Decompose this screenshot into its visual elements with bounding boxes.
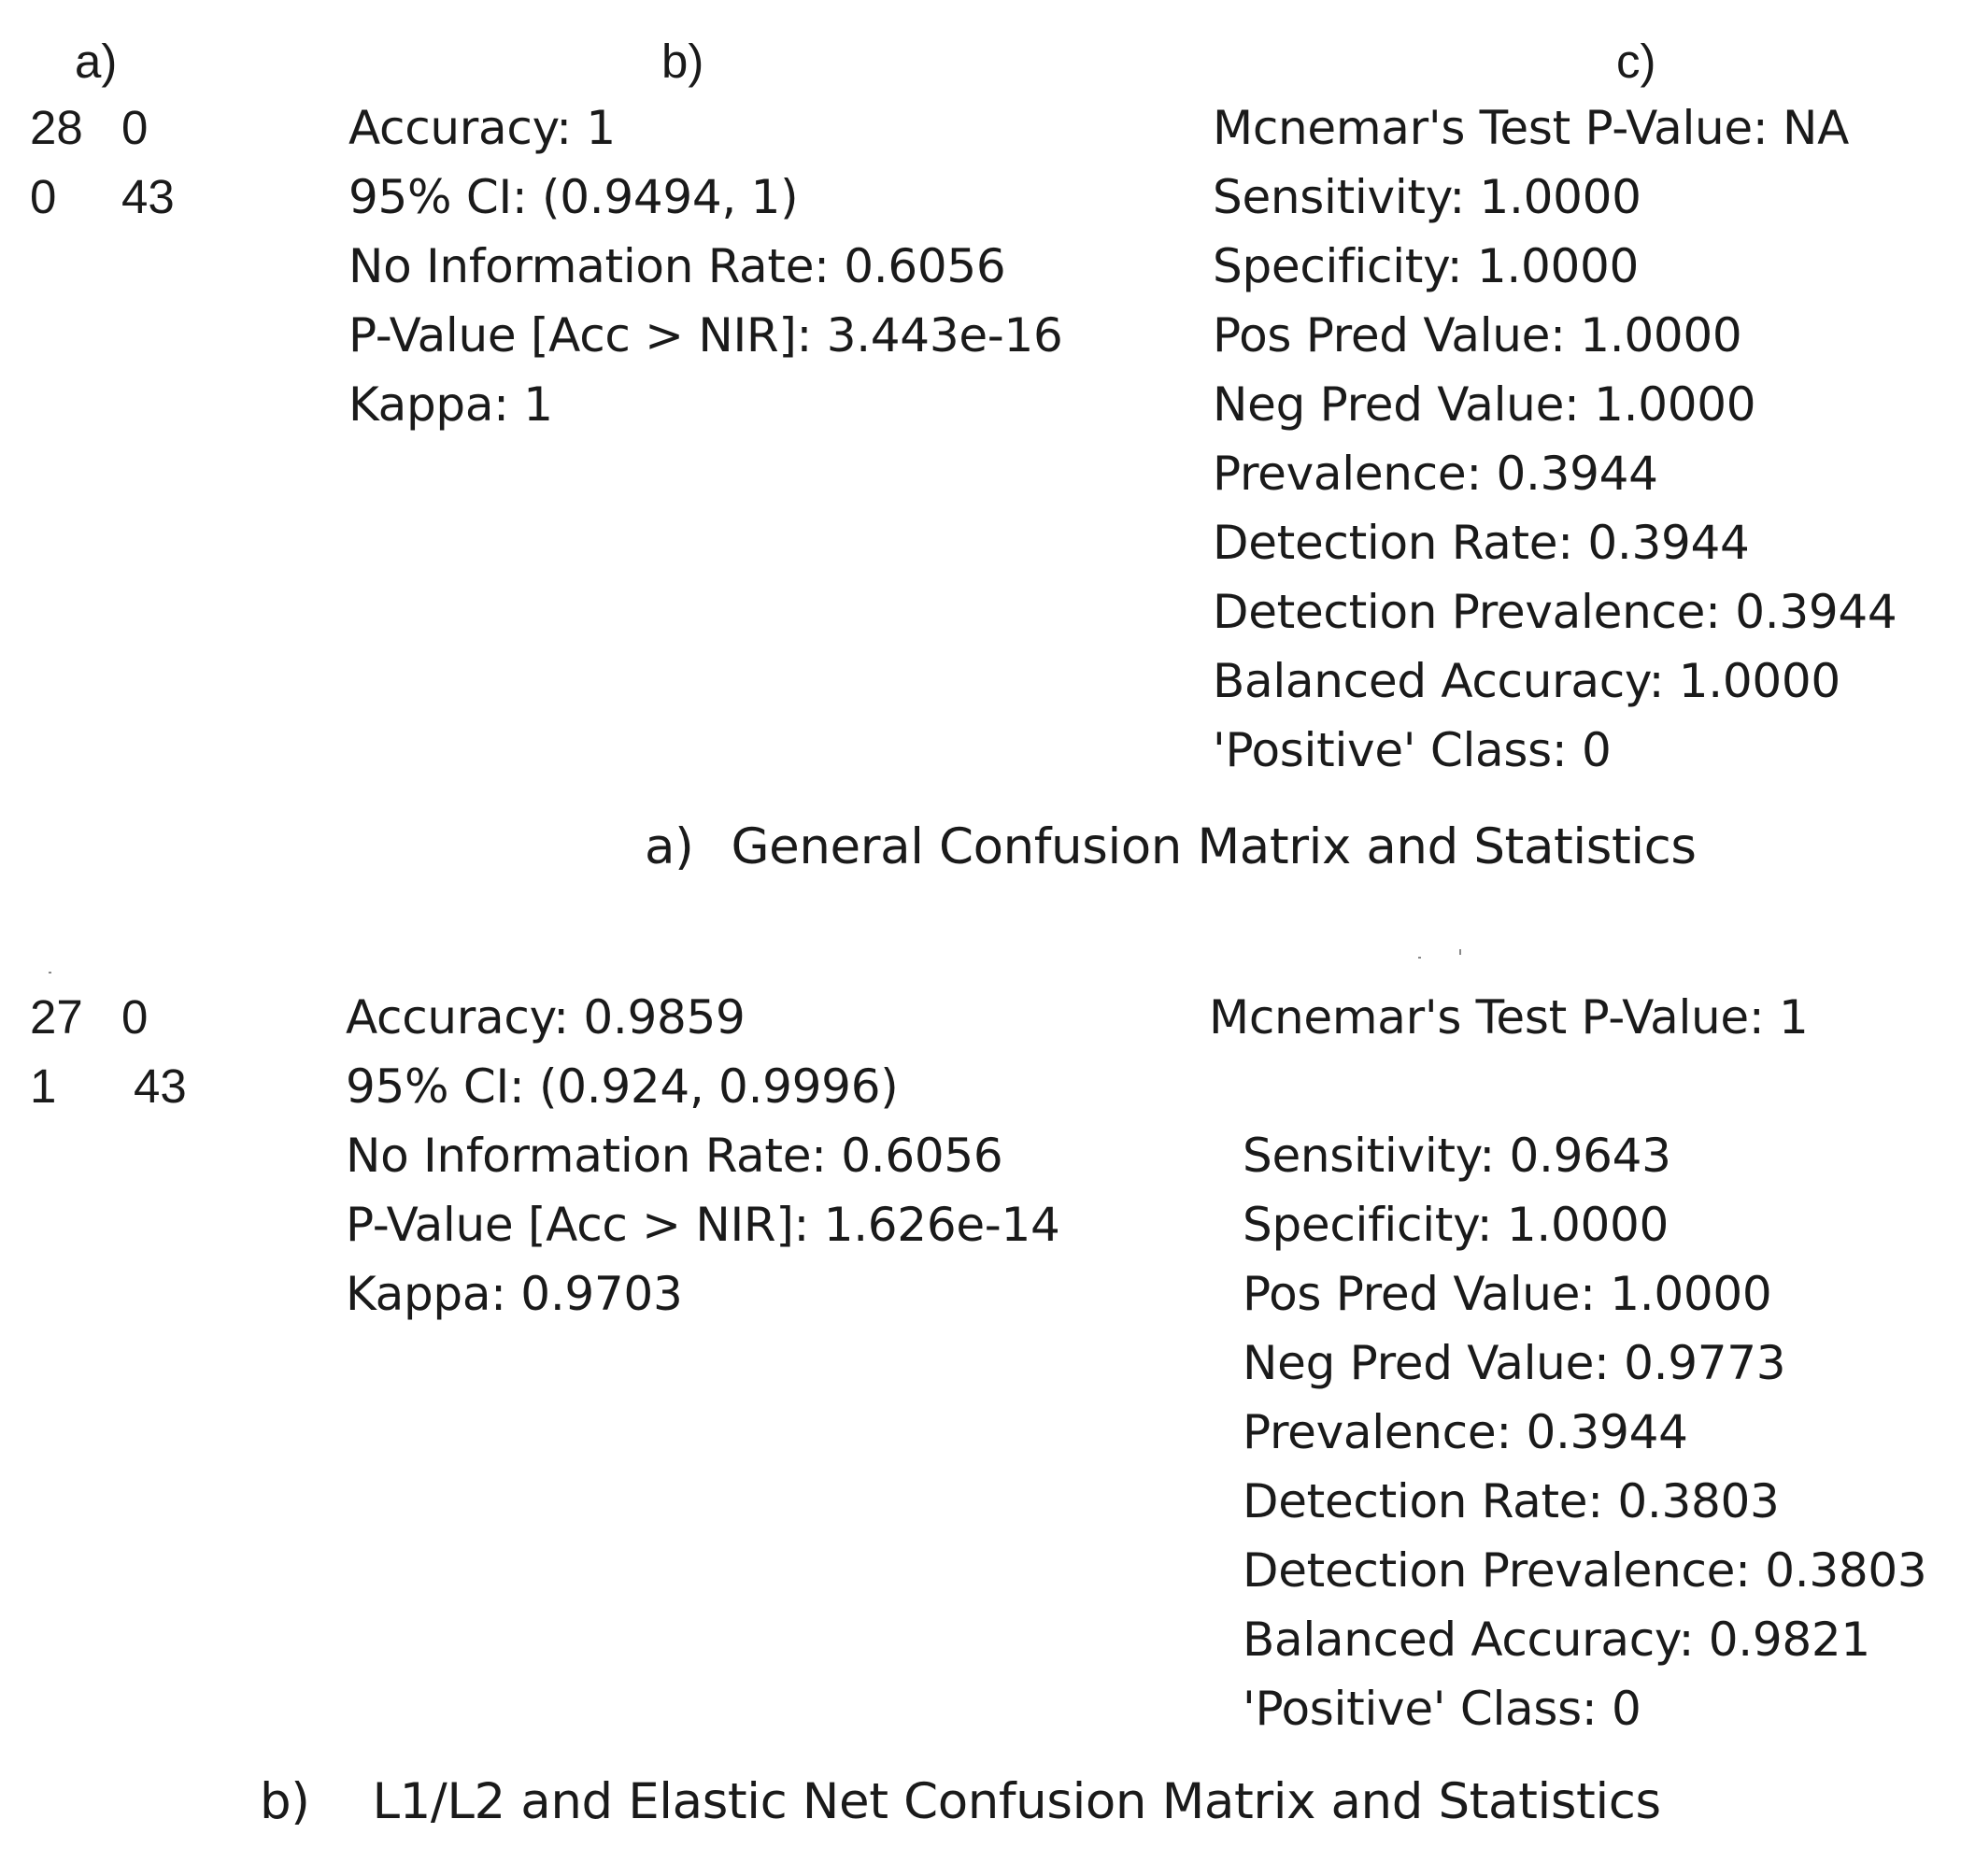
- stat-line: Accuracy: 1: [348, 101, 616, 155]
- stat-line: Pos Pred Value: 1.0000: [1213, 308, 1742, 362]
- elastic-class-stats: [1243, 1121, 1926, 1743]
- matrix-cell: 43: [134, 1059, 187, 1113]
- stat-line: Prevalence: 0.3944: [1243, 1405, 1688, 1459]
- stat-line: Sensitivity: 1.0000: [1213, 170, 1641, 224]
- elastic-mcnemar: [1209, 983, 1809, 1052]
- matrix-cell: 1: [30, 1059, 57, 1113]
- caption-tag: a): [645, 818, 694, 875]
- decorative-speck: [1418, 957, 1421, 959]
- matrix-cell: 28: [30, 101, 83, 154]
- matrix-cell: 27: [30, 990, 83, 1044]
- stat-line: Detection Prevalence: 0.3944: [1213, 585, 1897, 639]
- stat-line: Specificity: 1.0000: [1243, 1198, 1670, 1252]
- stat-line: 95% CI: (0.924, 0.9996): [346, 1059, 899, 1114]
- stat-line: Neg Pred Value: 1.0000: [1213, 377, 1756, 432]
- stat-line: Kappa: 0.9703: [346, 1267, 683, 1321]
- stat-line: Balanced Accuracy: 0.9821: [1243, 1613, 1870, 1667]
- elastic-confusion-matrix: [30, 983, 187, 1121]
- stat-line: No Information Rate: 0.6056: [346, 1129, 1003, 1183]
- stat-line: Detection Rate: 0.3944: [1213, 516, 1750, 570]
- stat-line: 'Positive' Class: 0: [1243, 1682, 1641, 1736]
- matrix-row: [30, 1052, 187, 1121]
- stat-line: Prevalence: 0.3944: [1213, 447, 1658, 501]
- column-header-a: a): [75, 35, 118, 88]
- matrix-row: [30, 93, 175, 163]
- matrix-cell: 0: [121, 990, 149, 1044]
- matrix-cell: 43: [121, 170, 175, 223]
- general-confusion-matrix: [30, 93, 175, 232]
- stat-line: Pos Pred Value: 1.0000: [1243, 1267, 1772, 1321]
- column-header-c: c): [1616, 35, 1656, 88]
- matrix-row: [30, 983, 187, 1052]
- stat-line: Detection Rate: 0.3803: [1243, 1474, 1780, 1528]
- mcnemar-line: Mcnemar's Test P-Value: 1: [1209, 990, 1809, 1045]
- general-caption: [645, 818, 1697, 875]
- stat-line: Accuracy: 0.9859: [346, 990, 746, 1045]
- stat-line: Balanced Accuracy: 1.0000: [1213, 654, 1840, 708]
- decorative-speck: [1459, 949, 1461, 955]
- caption-tag: b): [260, 1773, 310, 1830]
- caption-text: L1/L2 and Elastic Net Confusion Matrix and Statistics: [372, 1773, 1661, 1830]
- stat-line: 95% CI: (0.9494, 1): [348, 170, 799, 224]
- general-class-stats: [1213, 93, 1897, 785]
- column-header-b: b): [661, 35, 704, 88]
- decorative-speck: [49, 972, 51, 974]
- matrix-cell: 0: [30, 170, 57, 223]
- stat-line: Kappa: 1: [348, 377, 553, 432]
- stat-line: Detection Prevalence: 0.3803: [1243, 1543, 1927, 1598]
- stat-line: 'Positive' Class: 0: [1213, 723, 1612, 777]
- elastic-overall-stats: [346, 983, 1060, 1329]
- matrix-row: [30, 163, 175, 232]
- elastic-caption: [260, 1773, 1661, 1830]
- stat-line: No Information Rate: 0.6056: [348, 239, 1006, 293]
- general-overall-stats: [348, 93, 1063, 439]
- mcnemar-line: Mcnemar's Test P-Value: NA: [1213, 101, 1850, 155]
- matrix-cell: 0: [121, 101, 149, 154]
- stat-line: Specificity: 1.0000: [1213, 239, 1640, 293]
- stat-line: P-Value [Acc > NIR]: 1.626e-14: [346, 1198, 1060, 1252]
- stat-line: P-Value [Acc > NIR]: 3.443e-16: [348, 308, 1063, 362]
- stat-line: Sensitivity: 0.9643: [1243, 1129, 1671, 1183]
- caption-text: General Confusion Matrix and Statistics: [731, 818, 1697, 875]
- stat-line: Neg Pred Value: 0.9773: [1243, 1336, 1786, 1390]
